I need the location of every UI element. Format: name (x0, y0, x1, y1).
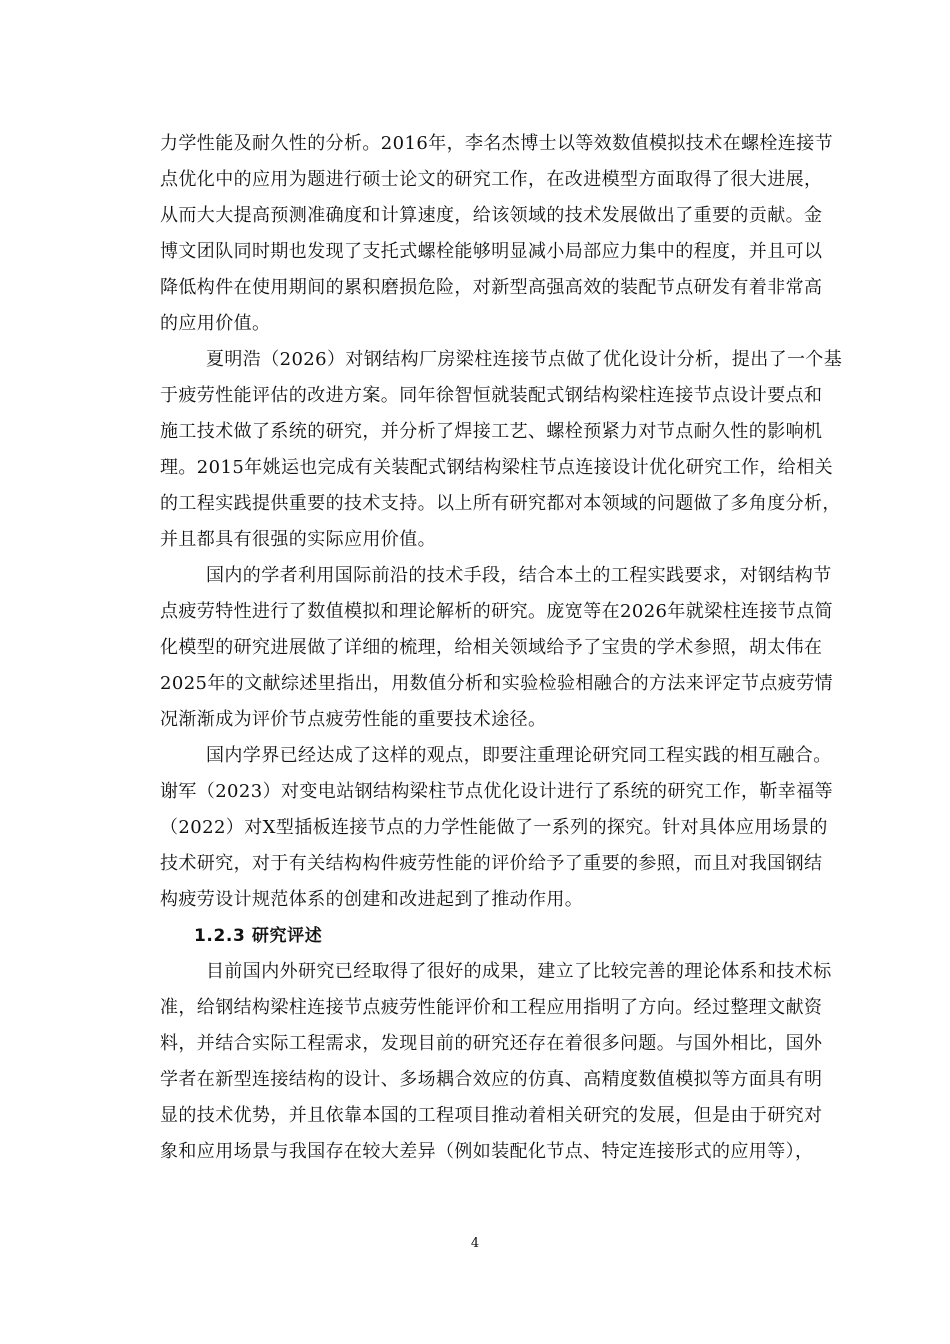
text-line: 2025年的文献综述里指出，用数值分析和实验检验相融合的方法来评定节点疲劳情 (160, 673, 834, 694)
paragraph-first-line: 夏明浩（2026）对钢结构厂房梁柱连接节点做了优化设计分析，提出了一个基 (206, 349, 843, 370)
text-line: 力学性能及耐久性的分析。2016年，李名杰博士以等效数值模拟技术在螺栓连接节 (160, 133, 834, 154)
text-line: 化模型的研究进展做了详细的梳理，给相关领域给予了宝贵的学术参照，胡太伟在 (160, 637, 823, 658)
text-line: 施工技术做了系统的研究，并分析了焊接工艺、螺栓预紧力对节点耐久性的影响机 (160, 421, 823, 442)
text-line: 技术研究，对于有关结构构件疲劳性能的评价给予了重要的参照，而且对我国钢结 (160, 853, 823, 874)
text-line: 的应用价值。 (160, 313, 271, 334)
text-line: 降低构件在使用期间的累积磨损危险，对新型高强高效的装配节点研发有着非常高 (160, 277, 823, 298)
text-line: 博文团队同时期也发现了支托式螺栓能够明显减小局部应力集中的程度，并且可以 (160, 241, 823, 262)
text-line: （2022）对X型插板连接节点的力学性能做了一系列的探究。针对具体应用场景的 (160, 817, 828, 838)
text-line: 从而大大提高预测准确度和计算速度，给该领域的技术发展做出了重要的贡献。金 (160, 205, 823, 226)
text-line: 象和应用场景与我国存在较大差异（例如装配化节点、特定连接形式的应用等）， (160, 1141, 814, 1162)
text-line: 理。2015年姚运也完成有关装配式钢结构梁柱节点连接设计优化研究工作，给相关 (160, 457, 834, 478)
text-line: 谢军（2023）对变电站钢结构梁柱节点优化设计进行了系统的研究工作，靳幸福等 (160, 781, 834, 802)
text-line: 学者在新型连接结构的设计、多场耦合效应的仿真、高精度数值模拟等方面具有明 (160, 1069, 823, 1090)
text-line: 的工程实践提供重要的技术支持。以上所有研究都对本领域的问题做了多角度分析， (160, 493, 841, 514)
text-line: 点优化中的应用为题进行硕士论文的研究工作，在改进模型方面取得了很大进展， (160, 169, 823, 190)
text-line: 显的技术优势，并且依靠本国的工程项目推动着相关研究的发展，但是由于研究对 (160, 1105, 823, 1126)
section-heading: 1.2.3 研究评述 (194, 926, 323, 946)
text-line: 于疲劳性能评估的改进方案。同年徐智恒就装配式钢结构梁柱连接节点设计要点和 (160, 385, 823, 406)
paragraph-first-line: 国内学界已经达成了这样的观点，即要注重理论研究同工程实践的相互融合。 (206, 745, 832, 766)
text-line: 料，并结合实际工程需求，发现目前的研究还存在着很多问题。与国外相比，国外 (160, 1033, 823, 1054)
text-line: 点疲劳特性进行了数值模拟和理论解析的研究。庞宽等在2026年就梁柱连接节点简 (160, 601, 834, 622)
page-number: 4 (470, 1236, 480, 1251)
text-line: 构疲劳设计规范体系的创建和改进起到了推动作用。 (160, 889, 584, 910)
text-line: 准，给钢结构梁柱连接节点疲劳性能评价和工程应用指明了方向。经过整理文献资 (160, 997, 823, 1018)
paragraph-first-line: 目前国内外研究已经取得了很好的成果，建立了比较完善的理论体系和技术标 (206, 961, 832, 982)
text-line: 并且都具有很强的实际应用价值。 (160, 529, 436, 550)
paragraph-first-line: 国内的学者利用国际前沿的技术手段，结合本土的工程实践要求，对钢结构节 (206, 565, 832, 586)
body-text (160, 126, 880, 1170)
text-line: 况渐渐成为评价节点疲劳性能的重要技术途径。 (160, 709, 547, 730)
